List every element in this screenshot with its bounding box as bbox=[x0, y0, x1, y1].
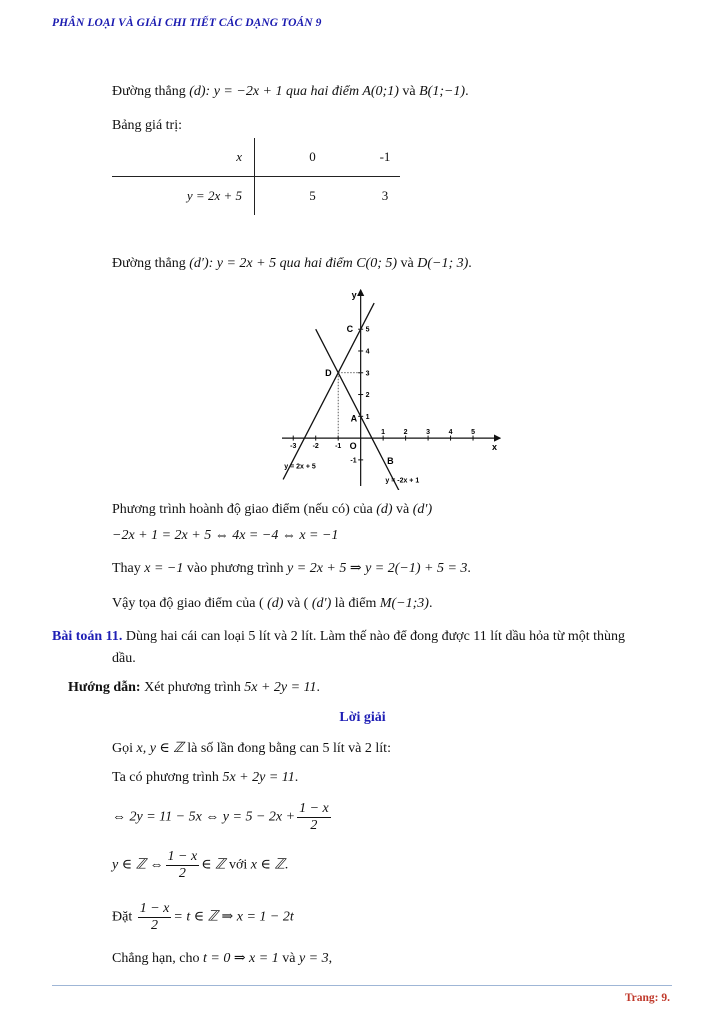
x-tick-label: 3 bbox=[426, 429, 431, 437]
x-tick-label: 1 bbox=[381, 429, 386, 437]
problem-11: Bài toán 11. Dùng hai cái can loại 5 lít và 2 lít. Làm thế nào để đong được 11 lít dầu hỏa từ một thùng bbox=[52, 629, 626, 644]
problem-label: Bài toán 11. bbox=[52, 629, 123, 644]
coordinate-graph bbox=[278, 284, 508, 490]
equation-solve: −2x + 1 = 2x + 5 ⇔ 4x = −4 ⇔ x = −1 bbox=[112, 528, 339, 543]
x-tick-label: -2 bbox=[312, 443, 319, 451]
x-tick-label: -1 bbox=[335, 443, 342, 451]
value-table bbox=[112, 138, 400, 215]
point-a-label: A bbox=[350, 413, 358, 424]
y-tick-label: 2 bbox=[365, 392, 370, 400]
point-b-label: B bbox=[387, 455, 394, 466]
y-tick-label: 3 bbox=[365, 370, 370, 378]
solution-title: Lời giải bbox=[339, 710, 386, 725]
solution-step-6: Chẳng hạn, cho t = 0 ⇒ x = 1 và y = 3, bbox=[112, 951, 333, 966]
line-d-statement: Đường thẳng (d): y = −2x + 1 qua hai điểm A(0;1) và B(1;−1). bbox=[112, 84, 469, 99]
solution-step-2: Ta có phương trình 5x + 2y = 11. bbox=[112, 770, 299, 785]
x-axis-label: x bbox=[492, 442, 498, 453]
y-tick-label: 4 bbox=[365, 348, 370, 356]
page-number: Trang: 9. bbox=[624, 992, 670, 1004]
table-row bbox=[112, 177, 400, 216]
intersection-intro: Phương trình hoành độ giao điểm (nếu có) của (d) và (d′) bbox=[112, 502, 433, 517]
fraction: $\frac{1 - x}{2}$ bbox=[167, 849, 198, 881]
x-tick-label: 5 bbox=[471, 429, 475, 437]
point-c-label: C bbox=[346, 324, 354, 335]
hint-label: Hướng dẫn: bbox=[68, 680, 141, 695]
table-caption: Bảng giá trị: bbox=[112, 118, 182, 133]
y-axis-label: y bbox=[351, 290, 357, 300]
hint-line: Hướng dẫn: Xét phương trình 5x + 2y = 11. bbox=[68, 680, 321, 695]
solution-step-4: y ∈ ℤ ⇔ $\frac{1 - x}{2}$ ∈ ℤ với x ∈ ℤ. bbox=[112, 849, 289, 881]
footer-divider bbox=[52, 985, 672, 986]
origin-label: O bbox=[349, 441, 357, 452]
table-cell: y = 2x + 5 bbox=[112, 177, 255, 216]
conclusion-line: Vậy tọa độ giao điểm của ( (d) và ( (d′) là điểm M(−1;3). bbox=[112, 596, 433, 611]
solution-step-1: Gọi x, y ∈ ℤ là số lần đong bằng can 5 lít và 2 lít: bbox=[112, 741, 391, 756]
x-ticks bbox=[290, 429, 475, 450]
fraction: $\frac{1 - x}{2}$ bbox=[139, 901, 170, 933]
point-d-label: D bbox=[325, 367, 332, 378]
solution-step-3: ⇔ 2y = 11 − 5x ⇔ y = 5 − 2x + $\frac{1 - x}{2}$ bbox=[112, 801, 329, 833]
fraction: $\frac{1 - x}{2}$ bbox=[299, 801, 329, 833]
table-cell: 0 bbox=[255, 138, 371, 177]
problem-11-continued: dầu. bbox=[112, 651, 136, 666]
substitution-line: Thay x = −1 vào phương trình y = 2x + 5 ⇒ y = 2(−1) + 5 = 3. bbox=[112, 561, 471, 576]
y-tick-label: -1 bbox=[350, 457, 357, 465]
line-d-prime-statement: Đường thẳng (d′): y = 2x + 5 qua hai điểm C(0; 5) và D(−1; 3). bbox=[112, 256, 472, 271]
x-tick-label: -3 bbox=[290, 443, 297, 451]
table-cell: 3 bbox=[381, 188, 389, 203]
x-tick-label: 4 bbox=[448, 429, 453, 437]
line-d-label: y = -2x + 1 bbox=[385, 477, 420, 485]
x-tick-label: 2 bbox=[403, 429, 408, 437]
solution-step-5: Đặt $\frac{1 - x}{2}$ = t ∈ ℤ ⇒ x = 1 − 2t bbox=[112, 901, 294, 933]
table-header-row bbox=[112, 138, 400, 177]
y-tick-label: 5 bbox=[365, 326, 370, 334]
table-cell: 5 bbox=[309, 188, 316, 203]
table-cell: x bbox=[112, 138, 255, 177]
table-cell: -1 bbox=[370, 138, 400, 177]
line-d-prime-label: y = 2x + 5 bbox=[284, 463, 316, 471]
y-tick-label: 1 bbox=[365, 413, 370, 421]
page-header: PHÂN LOẠI VÀ GIẢI CHI TIẾT CÁC DẠNG TOÁN 9 bbox=[52, 17, 322, 29]
